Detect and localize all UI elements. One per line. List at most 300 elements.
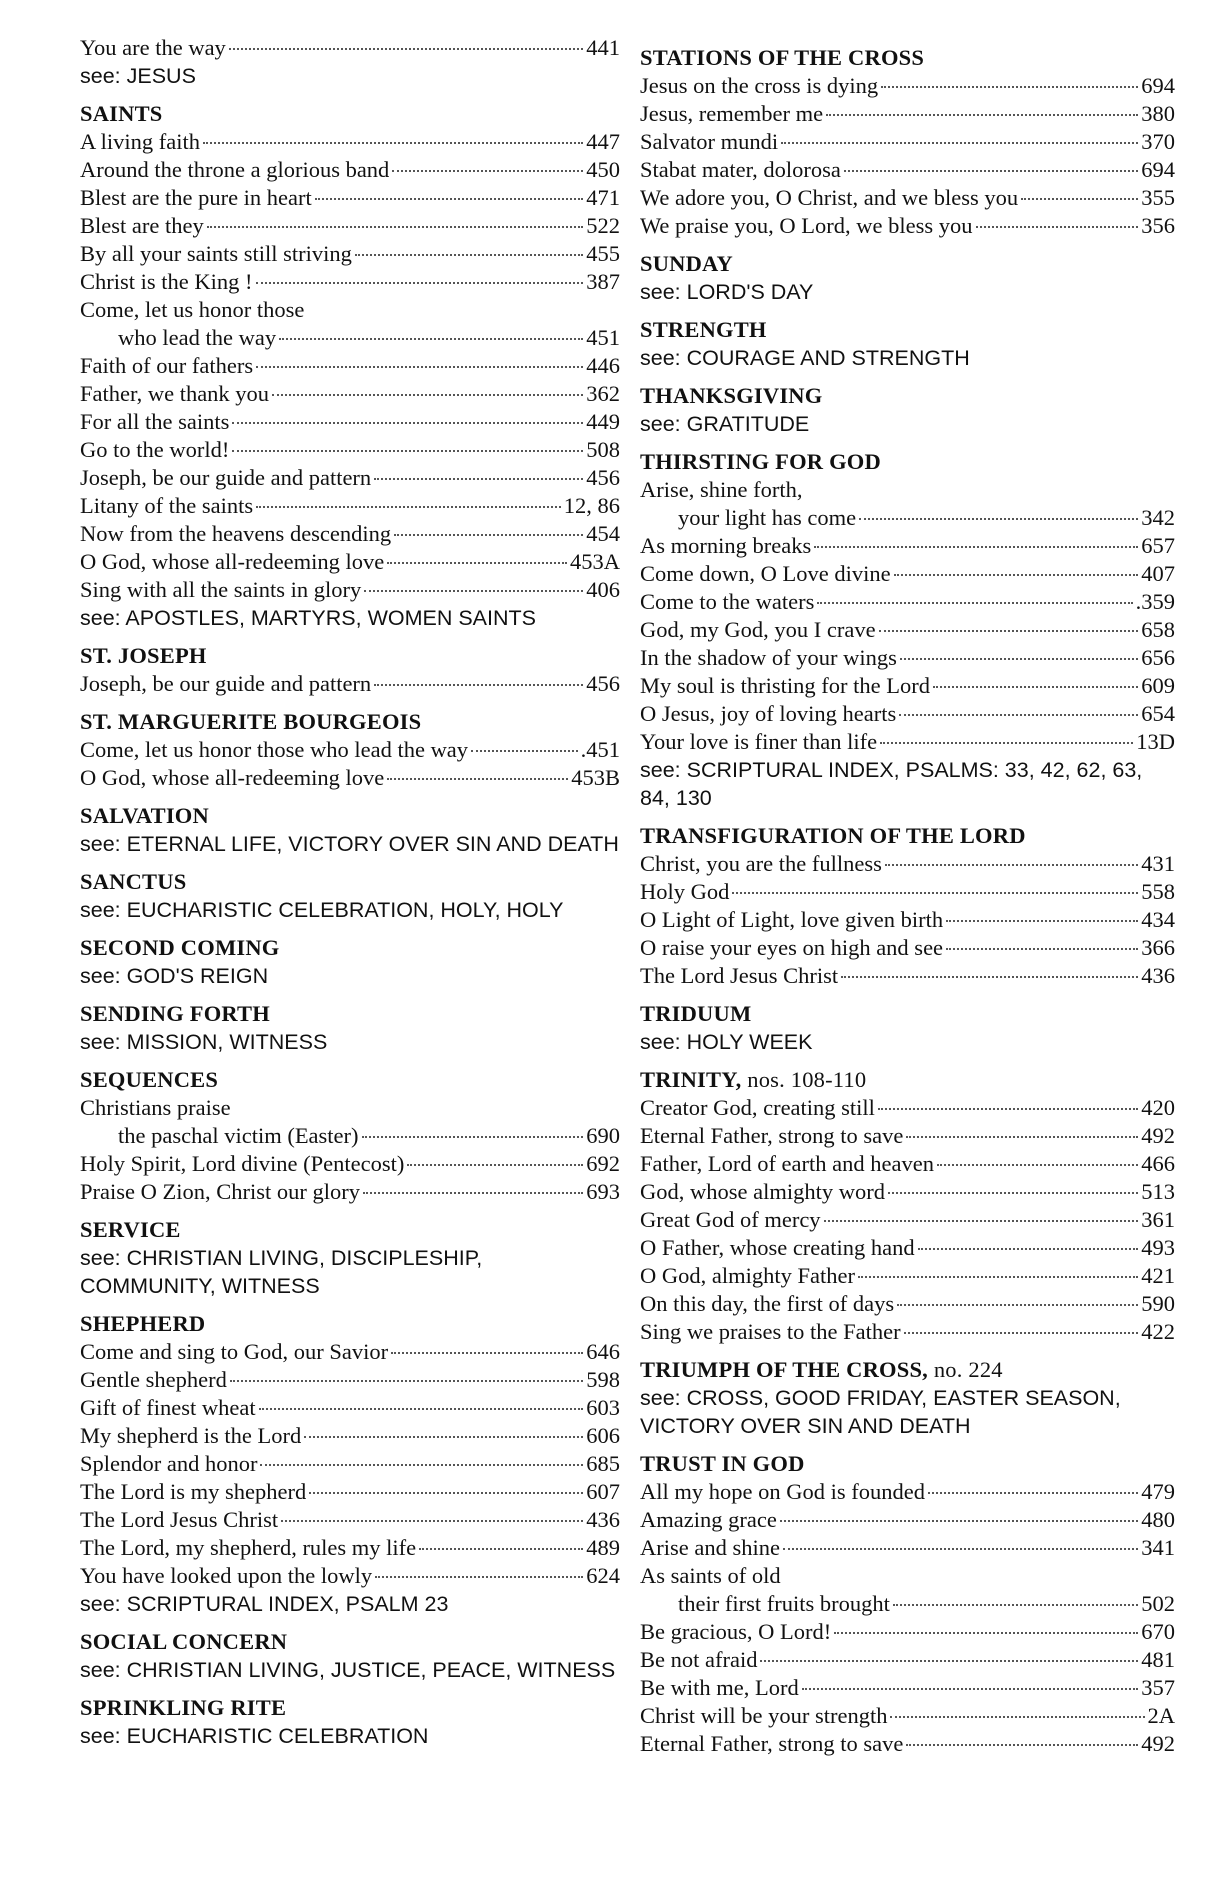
hymn-number: 431 [1141, 851, 1175, 876]
topic-heading [80, 1628, 620, 1656]
dot-leader [904, 1332, 1139, 1334]
hymn-title: the paschal victim (Easter) [118, 1123, 359, 1148]
hymn-entry [640, 72, 1175, 100]
hymn-title: Come to the waters [640, 589, 815, 614]
hymn-entry [80, 1478, 620, 1506]
topic-heading-text: TRIUMPH OF THE CROSS, [640, 1357, 928, 1382]
topic-heading-text: STATIONS OF THE CROSS [640, 45, 925, 70]
hymn-number: 658 [1141, 617, 1175, 642]
hymn-entry [80, 324, 620, 352]
hymn-entry [80, 1122, 620, 1150]
hymn-title: Praise O Zion, Christ our glory [80, 1179, 360, 1204]
dot-leader [394, 534, 583, 536]
dot-leader [232, 450, 583, 452]
hymn-number: 357 [1141, 1675, 1175, 1700]
hymn-number: 479 [1141, 1479, 1175, 1504]
hymn-number: 624 [586, 1563, 620, 1588]
topic-heading-text: ST. MARGUERITE BOURGEOIS [80, 709, 422, 734]
topic-heading-text: TRUST IN GOD [640, 1451, 805, 1476]
hymn-entry [640, 560, 1175, 588]
topic-heading [640, 822, 1175, 850]
hymn-title: We adore you, O Christ, and we bless you [640, 185, 1019, 210]
hymn-title: O Father, whose creating hand [640, 1235, 915, 1260]
hymn-entry [640, 906, 1175, 934]
dot-leader [260, 1464, 583, 1466]
hymn-number: 694 [1141, 73, 1175, 98]
hymn-title: Great God of mercy [640, 1207, 821, 1232]
hymn-number: 407 [1141, 561, 1175, 586]
dot-leader [933, 686, 1138, 688]
hymn-entry [80, 128, 620, 156]
dot-leader [281, 1520, 583, 1522]
hymn-number: 447 [586, 129, 620, 154]
dot-leader [918, 1248, 1139, 1250]
hymn-number: 406 [586, 577, 620, 602]
hymn-entry [640, 878, 1175, 906]
hymn-title: Christ will be your strength [640, 1703, 888, 1728]
hymn-number: .451 [580, 737, 620, 762]
topic-heading [640, 250, 1175, 278]
hymn-number: 455 [586, 241, 620, 266]
hymn-number: 558 [1141, 879, 1175, 904]
dot-leader [232, 422, 583, 424]
dot-leader [364, 590, 583, 592]
hymn-number: 361 [1141, 1207, 1175, 1232]
dot-leader [817, 602, 1132, 604]
hymn-title: Jesus, remember me [640, 101, 824, 126]
hymn-title: Gentle shepherd [80, 1367, 227, 1392]
hymn-number: 481 [1141, 1647, 1175, 1672]
dot-leader [885, 864, 1138, 866]
dot-leader [230, 1380, 583, 1382]
dot-leader [834, 1632, 1138, 1634]
hymn-entry [640, 700, 1175, 728]
see-reference: see: JESUS [80, 64, 196, 88]
dot-leader [906, 1744, 1138, 1746]
dot-leader [802, 1688, 1139, 1690]
hymn-number: 456 [586, 465, 620, 490]
hymn-entry [640, 1318, 1175, 1346]
hymn-title: Blest are they [80, 213, 204, 238]
dot-leader [888, 1192, 1138, 1194]
hymn-number: .359 [1135, 589, 1175, 614]
hymn-title: The Lord, my shepherd, rules my life [80, 1535, 417, 1560]
dot-leader [256, 282, 584, 284]
dot-leader [899, 714, 1138, 716]
hymn-entry [80, 1506, 620, 1534]
hymn-title: Joseph, be our guide and pattern [80, 671, 372, 696]
hymn-entry [80, 212, 620, 240]
hymn-entry [640, 100, 1175, 128]
hymn-entry [80, 1422, 620, 1450]
hymn-title: On this day, the first of days [640, 1291, 895, 1316]
hymn-title: their first fruits brought [678, 1591, 890, 1616]
topic-heading-text: TRANSFIGURATION OF THE LORD [640, 823, 1026, 848]
hymn-title: Around the throne a glorious band [80, 157, 390, 182]
hymn-number: 436 [586, 1507, 620, 1532]
dot-leader [272, 394, 583, 396]
hymn-number: 421 [1141, 1263, 1175, 1288]
dot-leader [304, 1436, 583, 1438]
dot-leader [375, 1576, 583, 1578]
topic-heading-text: SALVATION [80, 803, 209, 828]
hymn-number: 446 [586, 353, 620, 378]
hymn-number: 355 [1141, 185, 1175, 210]
hymn-entry [640, 1122, 1175, 1150]
topic-heading-text: SERVICE [80, 1217, 181, 1242]
dot-leader [407, 1164, 583, 1166]
hymn-title: In the shadow of your wings [640, 645, 897, 670]
hymn-number: 466 [1141, 1151, 1175, 1176]
hymn-title: Be with me, Lord [640, 1675, 799, 1700]
hymn-title: Gift of finest wheat [80, 1395, 256, 1420]
hymn-number: 508 [586, 437, 620, 462]
hymn-entry [80, 464, 620, 492]
dot-leader [946, 920, 1138, 922]
hymn-title: You have looked upon the lowly [80, 1563, 373, 1588]
topic-heading [80, 1216, 620, 1244]
hymn-entry [640, 1534, 1175, 1562]
hymn-number: 453B [571, 765, 620, 790]
hymn-title: Arise and shine [640, 1535, 780, 1560]
topic-heading [80, 100, 620, 128]
hymn-title-line: Arise, shine forth, [640, 477, 803, 502]
dot-leader [858, 1276, 1138, 1278]
hymn-number: 342 [1141, 505, 1175, 530]
dot-leader [841, 976, 1138, 978]
see-reference: see: EUCHARISTIC CELEBRATION [80, 1724, 429, 1748]
hymn-title: O Jesus, joy of loving hearts [640, 701, 897, 726]
hymn-number: 453A [570, 549, 620, 574]
hymn-title: O God, whose all-redeeming love [80, 549, 385, 574]
hymn-title: Father, we thank you [80, 381, 270, 406]
hymn-title: A living faith [80, 129, 200, 154]
dot-leader [897, 1304, 1138, 1306]
hymn-entry [640, 1590, 1175, 1618]
hymn-number: 609 [1141, 673, 1175, 698]
hymn-title: Christ, you are the fullness [640, 851, 882, 876]
topic-heading-text: SEQUENCES [80, 1067, 219, 1092]
dot-leader [890, 1716, 1144, 1718]
hymn-number: 451 [586, 325, 620, 350]
hymn-entry [80, 240, 620, 268]
dot-leader [937, 1164, 1138, 1166]
dot-leader [893, 1604, 1138, 1606]
hymn-title: We praise you, O Lord, we bless you [640, 213, 973, 238]
dot-leader [783, 1548, 1138, 1550]
hymn-title: Your love is finer than life [640, 729, 878, 754]
hymn-entry [80, 1562, 620, 1590]
hymn-number: 456 [586, 671, 620, 696]
hymn-title: Joseph, be our guide and pattern [80, 465, 372, 490]
hymn-number: 492 [1141, 1731, 1175, 1756]
hymn-entry [80, 184, 620, 212]
hymn-number: 480 [1141, 1507, 1175, 1532]
hymn-entry [640, 1618, 1175, 1646]
hymn-entry [640, 1702, 1175, 1730]
hymn-title: My soul is thristing for the Lord [640, 673, 930, 698]
hymn-title: God, whose almighty word [640, 1179, 885, 1204]
hymn-entry [80, 380, 620, 408]
hymn-title: God, my God, you I crave [640, 617, 876, 642]
see-reference: see: ETERNAL LIFE, VICTORY OVER SIN AND DEATH [80, 832, 619, 856]
dot-leader [391, 1352, 583, 1354]
hymn-number: 380 [1141, 101, 1175, 126]
hymn-number: 436 [1141, 963, 1175, 988]
hymn-entry [80, 1178, 620, 1206]
hymn-entry [640, 212, 1175, 240]
hymn-title: Now from the heavens descending [80, 521, 392, 546]
hymn-number: 606 [586, 1423, 620, 1448]
dot-leader [256, 506, 561, 508]
see-reference: see: CROSS, GOOD FRIDAY, EASTER SEASON, VICTORY OVER SIN AND DEATH [640, 1386, 1121, 1438]
hymn-number: 12, 86 [563, 493, 620, 518]
dot-leader [781, 142, 1138, 144]
right-column [640, 34, 1175, 1758]
dot-leader [392, 170, 583, 172]
hymn-title: All my hope on God is founded [640, 1479, 925, 1504]
see-reference: see: LORD'S DAY [640, 280, 814, 304]
hymn-number: 522 [586, 213, 620, 238]
topic-heading-suffix: nos. 108-110 [741, 1067, 867, 1092]
hymn-title: O God, almighty Father [640, 1263, 855, 1288]
hymn-entry [80, 408, 620, 436]
hymn-entry [640, 962, 1175, 990]
topic-heading-text: SANCTUS [80, 869, 187, 894]
hymn-number: 493 [1141, 1235, 1175, 1260]
topic-heading-text: SPRINKLING RITE [80, 1695, 287, 1720]
hymn-entry [640, 156, 1175, 184]
dot-leader [387, 562, 567, 564]
hymn-title: You are the way [80, 35, 226, 60]
dot-leader [419, 1548, 583, 1550]
dot-leader [824, 1220, 1139, 1222]
dot-leader [878, 1108, 1138, 1110]
hymn-entry [80, 1338, 620, 1366]
hymn-entry [80, 1366, 620, 1394]
dot-leader [374, 684, 583, 686]
hymn-title: Come down, O Love divine [640, 561, 891, 586]
hymn-title: By all your saints still striving [80, 241, 352, 266]
hymn-title: Come, let us honor those who lead the way [80, 737, 469, 762]
hymn-entry [640, 1290, 1175, 1318]
hymn-entry [80, 156, 620, 184]
hymn-number: 694 [1141, 157, 1175, 182]
dot-leader [894, 574, 1139, 576]
hymn-number: 692 [586, 1151, 620, 1176]
see-reference: see: GOD'S REIGN [80, 964, 269, 988]
hymn-entry [80, 736, 620, 764]
hymn-entry [640, 128, 1175, 156]
hymn-entry [640, 532, 1175, 560]
hymn-number: 471 [586, 185, 620, 210]
topic-heading-text: SUNDAY [640, 251, 733, 276]
hymn-title-line: As saints of old [640, 1563, 781, 1588]
hymn-title-line: Come, let us honor those [80, 297, 305, 322]
hymn-number: 362 [586, 381, 620, 406]
topic-heading-text: TRIDUUM [640, 1001, 752, 1026]
hymn-entry [640, 644, 1175, 672]
dot-leader [203, 142, 583, 144]
dot-leader [906, 1136, 1138, 1138]
hymn-title: Sing we praises to the Father [640, 1319, 901, 1344]
topic-heading [80, 1310, 620, 1338]
see-reference: see: EUCHARISTIC CELEBRATION, HOLY, HOLY [80, 898, 564, 922]
dot-leader [259, 1408, 584, 1410]
dot-leader [844, 170, 1138, 172]
dot-leader [315, 198, 583, 200]
topic-heading [80, 1066, 620, 1094]
hymn-entry [80, 1150, 620, 1178]
hymn-title: Eternal Father, strong to save [640, 1731, 904, 1756]
hymn-title: The Lord Jesus Christ [80, 1507, 279, 1532]
topic-heading [640, 1000, 1175, 1028]
hymn-number: 654 [1141, 701, 1175, 726]
see-reference: see: CHRISTIAN LIVING, JUSTICE, PEACE, WITNESS [80, 1658, 616, 1682]
dot-leader [229, 48, 583, 50]
hymn-entry [640, 588, 1175, 616]
topic-heading [640, 1356, 1175, 1384]
hymn-number: 598 [586, 1367, 620, 1392]
hymn-entry [640, 184, 1175, 212]
hymn-number: 450 [586, 157, 620, 182]
topic-heading-text: ST. JOSEPH [80, 643, 207, 668]
see-reference: see: APOSTLES, MARTYRS, WOMEN SAINTS [80, 606, 536, 630]
hymn-entry [80, 520, 620, 548]
hymn-entry [640, 1730, 1175, 1758]
hymn-entry [640, 1478, 1175, 1506]
topic-heading [80, 642, 620, 670]
hymn-entry [80, 34, 620, 62]
see-reference: see: CHRISTIAN LIVING, DISCIPLESHIP, COMMUNITY, WITNESS [80, 1246, 483, 1298]
hymn-number: 341 [1141, 1535, 1175, 1560]
hymn-number: 366 [1141, 935, 1175, 960]
hymn-entry [80, 1534, 620, 1562]
see-reference: see: SCRIPTURAL INDEX, PSALMS: 33, 42, 62, 63, 84, 130 [640, 758, 1143, 810]
hymn-number: 420 [1141, 1095, 1175, 1120]
topic-heading [80, 868, 620, 896]
hymn-number: 685 [586, 1451, 620, 1476]
hymn-entry [80, 268, 620, 296]
hymn-number: 434 [1141, 907, 1175, 932]
hymn-title: The Lord is my shepherd [80, 1479, 307, 1504]
hymn-entry [80, 764, 620, 792]
dot-leader [355, 254, 583, 256]
dot-leader [279, 338, 583, 340]
hymn-number: 422 [1141, 1319, 1175, 1344]
topic-heading-text: SHEPHERD [80, 1311, 206, 1336]
topic-heading-text: SENDING FORTH [80, 1001, 270, 1026]
hymn-entry [640, 1206, 1175, 1234]
topic-heading-text: SECOND COMING [80, 935, 280, 960]
dot-leader [387, 778, 568, 780]
dot-leader [826, 114, 1138, 116]
hymn-title: Be gracious, O Lord! [640, 1619, 832, 1644]
hymn-number: 670 [1141, 1619, 1175, 1644]
hymn-entry [640, 1262, 1175, 1290]
hymn-entry [640, 1178, 1175, 1206]
hymn-title: Litany of the saints [80, 493, 254, 518]
topic-heading-text: STRENGTH [640, 317, 767, 342]
hymn-number: 590 [1141, 1291, 1175, 1316]
hymn-title: Eternal Father, strong to save [640, 1123, 904, 1148]
topic-heading [640, 316, 1175, 344]
hymn-title: Faith of our fathers [80, 353, 254, 378]
hymn-title: Blest are the pure in heart [80, 185, 312, 210]
hymn-title: O raise your eyes on high and see [640, 935, 944, 960]
dot-leader [374, 478, 583, 480]
topic-heading-text: THANKSGIVING [640, 383, 823, 408]
topic-heading [80, 1000, 620, 1028]
hymn-entry [640, 672, 1175, 700]
dot-leader [928, 1492, 1138, 1494]
topic-heading [80, 802, 620, 830]
dot-leader [976, 226, 1139, 228]
hymn-title: Salvator mundi [640, 129, 779, 154]
topic-heading [640, 382, 1175, 410]
hymn-entry [80, 436, 620, 464]
dot-leader [859, 518, 1138, 520]
hymn-title: Go to the world! [80, 437, 230, 462]
topic-heading [80, 934, 620, 962]
hymn-entry [640, 1646, 1175, 1674]
hymn-number: 356 [1141, 213, 1175, 238]
hymn-number: 603 [586, 1395, 620, 1420]
dot-leader [732, 892, 1138, 894]
hymn-entry [640, 850, 1175, 878]
hymn-title: who lead the way [118, 325, 277, 350]
dot-leader [760, 1660, 1138, 1662]
topic-heading [80, 1694, 620, 1722]
hymn-entry [640, 728, 1175, 756]
topic-heading-text: THIRSTING FOR GOD [640, 449, 881, 474]
see-reference: see: HOLY WEEK [640, 1030, 813, 1054]
see-reference: see: COURAGE AND STRENGTH [640, 346, 970, 370]
hymn-number: 2A [1147, 1703, 1175, 1728]
dot-leader [362, 1136, 584, 1138]
hymn-entry [640, 616, 1175, 644]
hymn-entry [80, 352, 620, 380]
hymn-title: Stabat mater, dolorosa [640, 157, 841, 182]
topic-heading [640, 448, 1175, 476]
topic-heading-text: SAINTS [80, 101, 163, 126]
hymn-title-line: Christians praise [80, 1095, 231, 1120]
hymn-title: Creator God, creating still [640, 1095, 875, 1120]
hymn-entry [640, 1674, 1175, 1702]
see-reference: see: MISSION, WITNESS [80, 1030, 328, 1054]
hymn-number: 502 [1141, 1591, 1175, 1616]
dot-leader [207, 226, 584, 228]
hymn-title: Amazing grace [640, 1507, 777, 1532]
hymn-entry [640, 1150, 1175, 1178]
hymn-title: Holy Spirit, Lord divine (Pentecost) [80, 1151, 405, 1176]
hymn-title: My shepherd is the Lord [80, 1423, 302, 1448]
topic-heading-suffix: no. 224 [928, 1357, 1003, 1382]
hymn-entry [640, 1506, 1175, 1534]
hymn-title: The Lord Jesus Christ [640, 963, 839, 988]
dot-leader [363, 1192, 583, 1194]
hymn-number: 646 [586, 1339, 620, 1364]
see-reference: see: GRATITUDE [640, 412, 810, 436]
hymn-number: 454 [586, 521, 620, 546]
hymn-title: Christ is the King ! [80, 269, 253, 294]
hymn-entry [640, 1234, 1175, 1262]
hymn-number: 449 [586, 409, 620, 434]
hymn-title: Splendor and honor [80, 1451, 258, 1476]
hymn-title: O Light of Light, love given birth [640, 907, 944, 932]
dot-leader [256, 366, 583, 368]
hymn-title: Father, Lord of earth and heaven [640, 1151, 934, 1176]
